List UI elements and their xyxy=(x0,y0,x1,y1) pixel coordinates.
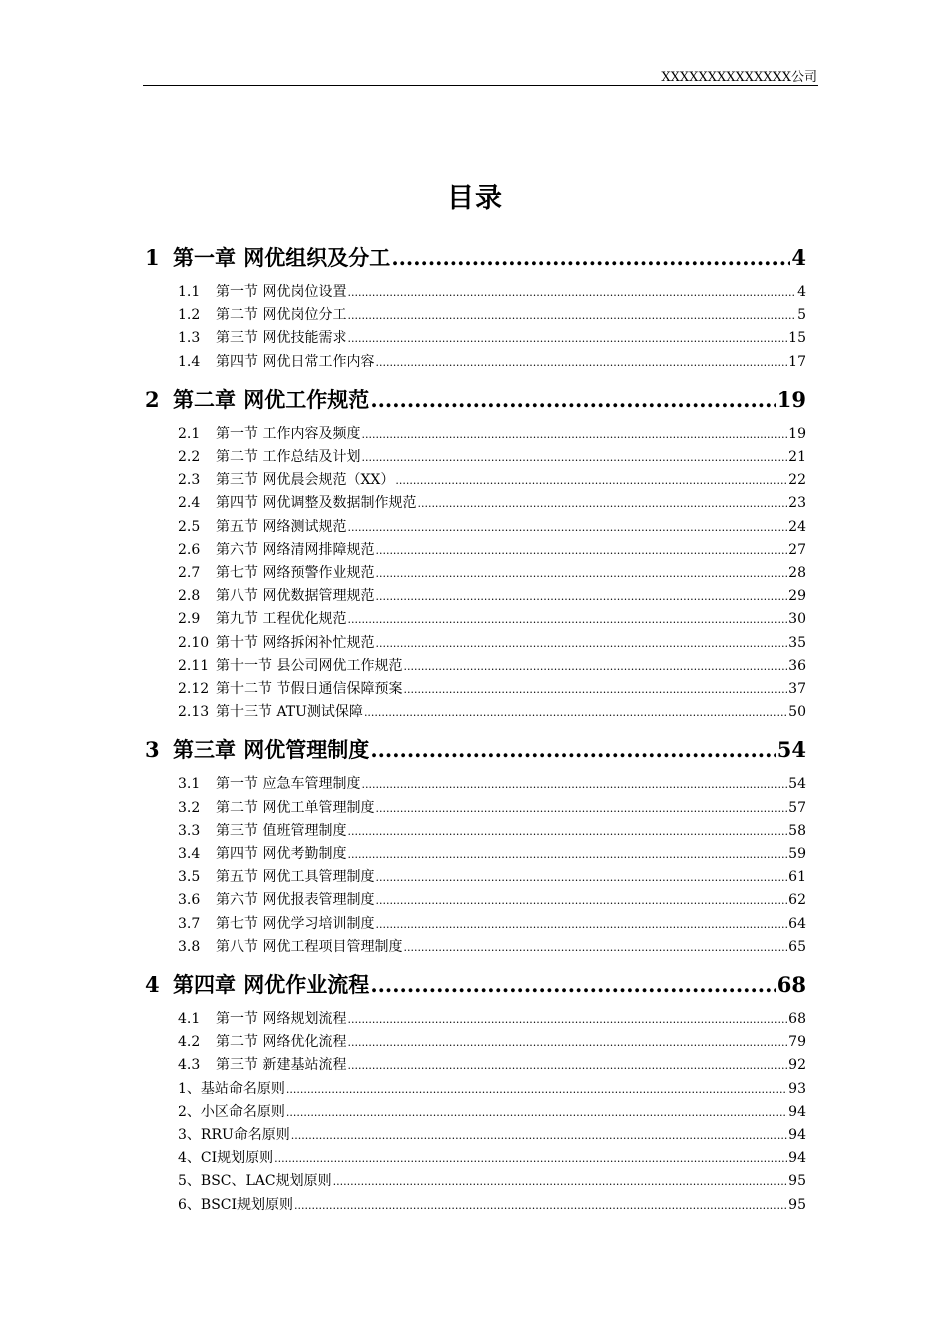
toc-dot-leader xyxy=(375,567,787,580)
toc-entry-label: 第九节 工程优化规范 xyxy=(216,611,347,628)
toc-dot-leader xyxy=(291,1129,787,1142)
toc-entry-page-number: 58 xyxy=(788,822,806,839)
toc-entry-number: 2.11 xyxy=(178,657,210,674)
toc-entry-label: 5、BSC、LAC规划原则 xyxy=(178,1173,332,1190)
toc-entry-page-number: 21 xyxy=(788,449,806,465)
toc-entry-number: 2.8 xyxy=(178,588,201,605)
toc-dot-leader xyxy=(333,1175,788,1188)
toc-section-entry[interactable] xyxy=(178,773,806,793)
toc-entry-label: 第一节 网络规划流程 xyxy=(216,1011,347,1027)
toc-entry-number: 2.12 xyxy=(178,681,210,697)
toc-entry-number: 2.13 xyxy=(178,704,210,721)
toc-entry-page-number: 29 xyxy=(788,588,806,605)
toc-dot-leader xyxy=(370,387,775,412)
toc-dot-leader xyxy=(364,706,787,719)
toc-item-entry[interactable] xyxy=(178,1124,806,1144)
toc-entry-page-number: 95 xyxy=(788,1196,806,1213)
toc-chapter-entry[interactable] xyxy=(145,734,806,764)
toc-entry-page-number: 68 xyxy=(776,972,806,997)
toc-entry-number: 3.3 xyxy=(178,822,201,839)
toc-entry-number: 2.10 xyxy=(178,634,210,651)
toc-entry-page-number: 50 xyxy=(788,704,806,721)
toc-section-entry[interactable] xyxy=(178,797,806,817)
toc-entry-page-number: 94 xyxy=(788,1127,806,1143)
toc-section-entry[interactable] xyxy=(178,327,806,347)
toc-entry-label: 第七节 网优学习培训制度 xyxy=(216,915,375,932)
toc-entry-page-number: 19 xyxy=(776,386,806,412)
toc-entry-number: 4.3 xyxy=(178,1057,201,1074)
toc-entry-label: 第八节 网优数据管理规范 xyxy=(216,588,375,605)
toc-entry-number: 4.1 xyxy=(178,1011,201,1027)
toc-dot-leader xyxy=(347,613,787,626)
toc-entry-page-number: 35 xyxy=(788,634,806,651)
toc-section-entry[interactable] xyxy=(178,843,806,863)
toc-dot-leader xyxy=(375,544,787,557)
toc-dot-leader xyxy=(375,637,787,650)
toc-entry-label: 第十二节 节假日通信保障预案 xyxy=(216,681,403,697)
toc-entry-page-number: 28 xyxy=(788,565,806,581)
toc-section-entry[interactable] xyxy=(178,1008,806,1028)
toc-entry-label: 第三节 新建基站流程 xyxy=(216,1057,347,1074)
toc-item-entry[interactable] xyxy=(178,1078,806,1098)
toc-dot-leader xyxy=(391,245,790,270)
toc-section-entry[interactable] xyxy=(178,446,806,466)
toc-entry-number: 1.1 xyxy=(178,284,201,300)
toc-entry-number: 2 xyxy=(145,386,160,412)
toc-section-entry[interactable] xyxy=(178,1031,806,1051)
toc-entry-page-number: 27 xyxy=(788,541,806,558)
toc-entry-label: 第三节 网优晨会规范（XX） xyxy=(216,472,395,489)
toc-entry-label: 第八节 网优工程项目管理制度 xyxy=(216,938,403,955)
toc-entry-label: 第一节 工作内容及频度 xyxy=(216,425,361,442)
toc-entry-number: 1.4 xyxy=(178,353,201,370)
toc-section-entry[interactable] xyxy=(178,655,806,675)
toc-dot-leader xyxy=(294,1199,787,1212)
toc-dot-leader xyxy=(347,286,796,299)
toc-chapter-entry[interactable] xyxy=(145,384,806,414)
toc-entry-label: 第三节 网优技能需求 xyxy=(216,330,347,347)
toc-item-entry[interactable] xyxy=(178,1101,806,1121)
toc-entry-label: 第五节 网络测试规范 xyxy=(216,518,347,535)
toc-section-entry[interactable] xyxy=(178,1054,806,1074)
toc-entry-number: 2.4 xyxy=(178,495,201,512)
toc-entry-page-number: 64 xyxy=(788,915,806,932)
toc-section-entry[interactable] xyxy=(178,936,806,956)
toc-section-entry[interactable] xyxy=(178,608,806,628)
toc-entry-label: 第二章 网优工作规范 xyxy=(173,387,370,412)
toc-dot-leader xyxy=(274,1152,787,1165)
toc-entry-page-number: 54 xyxy=(788,776,806,793)
toc-entry-label: 第二节 网优工单管理制度 xyxy=(216,799,375,816)
toc-dot-leader xyxy=(347,848,787,861)
toc-dot-leader xyxy=(347,1013,787,1026)
toc-entry-label: 3、RRU命名原则 xyxy=(178,1127,290,1143)
toc-chapter-entry[interactable] xyxy=(145,242,806,272)
toc-section-entry[interactable] xyxy=(178,585,806,605)
toc-section-entry[interactable] xyxy=(178,913,806,933)
toc-entry-page-number: 15 xyxy=(788,330,806,347)
toc-dot-leader xyxy=(375,590,787,603)
toc-section-entry[interactable] xyxy=(178,562,806,582)
toc-dot-leader xyxy=(375,802,787,815)
toc-entry-label: 第六节 网优报表管理制度 xyxy=(216,892,375,909)
toc-dot-leader xyxy=(286,1083,787,1096)
toc-entry-page-number: 94 xyxy=(788,1103,806,1120)
toc-entry-page-number: 54 xyxy=(776,737,806,763)
toc-entry-page-number: 37 xyxy=(788,681,806,697)
toc-entry-label: 第五节 网优工具管理制度 xyxy=(216,869,375,886)
toc-item-entry[interactable] xyxy=(178,1170,806,1190)
toc-entry-page-number: 95 xyxy=(788,1173,806,1190)
toc-entry-page-number: 68 xyxy=(788,1011,806,1027)
toc-entry-number: 3 xyxy=(145,737,160,763)
toc-entry-page-number: 17 xyxy=(788,353,806,370)
toc-dot-leader xyxy=(375,356,787,369)
toc-entry-number: 1.2 xyxy=(178,307,201,324)
toc-dot-leader xyxy=(370,972,775,997)
toc-dot-leader xyxy=(403,660,787,673)
toc-entry-page-number: 93 xyxy=(788,1080,806,1097)
toc-entry-label: 第四节 网优调整及数据制作规范 xyxy=(216,495,417,512)
toc-section-entry[interactable] xyxy=(178,516,806,536)
toc-entry-page-number: 36 xyxy=(788,657,806,674)
toc-entry-number: 2.9 xyxy=(178,611,201,628)
toc-section-entry[interactable] xyxy=(178,492,806,512)
toc-entry-page-number: 59 xyxy=(788,846,806,862)
toc-section-entry[interactable] xyxy=(178,866,806,886)
toc-dot-leader xyxy=(403,683,787,696)
toc-entry-page-number: 92 xyxy=(788,1057,806,1074)
toc-section-entry[interactable] xyxy=(178,304,806,324)
toc-entry-label: 第十三节 ATU测试保障 xyxy=(216,704,363,721)
toc-entry-number: 3.7 xyxy=(178,915,201,932)
toc-dot-leader xyxy=(361,451,787,464)
toc-entry-label: 第二节 网络优化流程 xyxy=(216,1034,347,1051)
toc-entry-page-number: 57 xyxy=(788,799,806,816)
toc-entry-page-number: 62 xyxy=(788,892,806,909)
toc-entry-label: 第一节 网优岗位设置 xyxy=(216,284,347,300)
toc-entry-page-number: 65 xyxy=(788,938,806,955)
toc-entry-label: 4、CI规划原则 xyxy=(178,1150,274,1167)
toc-dot-leader xyxy=(403,941,787,954)
toc-dot-leader xyxy=(361,778,787,791)
toc-entry-number: 1.3 xyxy=(178,330,201,347)
toc-entry-label: 第四节 网优考勤制度 xyxy=(216,846,347,862)
toc-entry-label: 2、小区命名原则 xyxy=(178,1103,285,1120)
toc-entry-number: 3.5 xyxy=(178,869,201,886)
toc-entry-page-number: 5 xyxy=(797,307,806,324)
toc-entry-label: 1、基站命名原则 xyxy=(178,1080,285,1097)
toc-entry-number: 2.5 xyxy=(178,518,201,535)
toc-entry-label: 第三章 网优管理制度 xyxy=(173,738,370,763)
toc-entry-page-number: 4 xyxy=(797,284,806,300)
toc-dot-leader xyxy=(375,918,787,931)
toc-chapter-entry[interactable] xyxy=(145,969,806,999)
header-divider xyxy=(143,85,818,86)
toc-entry-number: 4 xyxy=(145,972,160,997)
toc-entry-label: 第四节 网优日常工作内容 xyxy=(216,353,375,370)
toc-entry-page-number: 79 xyxy=(788,1034,806,1051)
toc-entry-page-number: 23 xyxy=(788,495,806,512)
toc-entry-number: 1 xyxy=(145,245,160,270)
toc-dot-leader xyxy=(375,894,787,907)
toc-entry-label: 第四章 网优作业流程 xyxy=(173,973,370,997)
toc-entry-label: 第三节 值班管理制度 xyxy=(216,822,347,839)
toc-dot-leader xyxy=(375,871,787,884)
toc-dot-leader xyxy=(347,1036,787,1049)
toc-dot-leader xyxy=(361,428,787,441)
toc-entry-label: 第二节 网优岗位分工 xyxy=(216,307,347,324)
toc-entry-label: 6、BSCI规划原则 xyxy=(178,1196,294,1213)
toc-section-entry[interactable] xyxy=(178,678,806,698)
toc-section-entry[interactable] xyxy=(178,701,806,721)
toc-entry-number: 3.6 xyxy=(178,892,201,909)
toc-entry-page-number: 24 xyxy=(788,518,806,535)
toc-entry-number: 2.7 xyxy=(178,565,201,581)
toc-item-entry[interactable] xyxy=(178,1194,806,1214)
toc-entry-number: 3.8 xyxy=(178,938,201,955)
toc-section-entry[interactable] xyxy=(178,469,806,489)
toc-entry-label: 第六节 网络清网排障规范 xyxy=(216,541,375,558)
toc-entry-number: 4.2 xyxy=(178,1034,201,1051)
toc-entry-page-number: 61 xyxy=(788,869,806,886)
toc-entry-page-number: 22 xyxy=(788,472,806,489)
toc-dot-leader xyxy=(347,309,796,322)
toc-dot-leader xyxy=(417,497,787,510)
toc-entry-number: 2.6 xyxy=(178,541,201,558)
toc-dot-leader xyxy=(395,474,787,487)
toc-dot-leader xyxy=(347,825,787,838)
toc-section-entry[interactable] xyxy=(178,889,806,909)
toc-entry-page-number: 4 xyxy=(791,245,806,270)
toc-section-entry[interactable] xyxy=(178,632,806,652)
toc-entry-number: 2.3 xyxy=(178,472,201,489)
toc-entry-label: 第二节 工作总结及计划 xyxy=(216,449,361,465)
toc-section-entry[interactable] xyxy=(178,539,806,559)
toc-dot-leader xyxy=(370,737,775,762)
toc-entry-number: 3.1 xyxy=(178,776,201,793)
toc-section-entry[interactable] xyxy=(178,820,806,840)
toc-entry-page-number: 94 xyxy=(788,1150,806,1167)
toc-dot-leader xyxy=(347,521,787,534)
toc-title: 目录 xyxy=(447,183,503,214)
page-header-company: XXXXXXXXXXXXXX公司 xyxy=(661,70,817,85)
toc-entry-label: 第十一节 县公司网优工作规范 xyxy=(216,657,403,674)
toc-dot-leader xyxy=(347,1059,787,1072)
toc-entry-number: 2.2 xyxy=(178,449,201,465)
toc-entry-label: 第一节 应急车管理制度 xyxy=(216,776,361,793)
toc-entry-page-number: 30 xyxy=(788,611,806,628)
toc-entry-label: 第十节 网络拆闲补忙规范 xyxy=(216,634,375,651)
toc-entry-label: 第七节 网络预警作业规范 xyxy=(216,565,375,581)
toc-section-entry[interactable] xyxy=(178,423,806,443)
toc-entry-number: 2.1 xyxy=(178,425,201,442)
toc-entry-number: 3.2 xyxy=(178,799,201,816)
toc-dot-leader xyxy=(286,1106,787,1119)
toc-dot-leader xyxy=(347,332,787,345)
toc-entry-number: 3.4 xyxy=(178,846,201,862)
toc-entry-page-number: 19 xyxy=(788,425,806,442)
toc-entry-label: 第一章 网优组织及分工 xyxy=(173,246,391,270)
toc-item-entry[interactable] xyxy=(178,1147,806,1167)
toc-section-entry[interactable] xyxy=(178,351,806,371)
toc-section-entry[interactable] xyxy=(178,281,806,301)
